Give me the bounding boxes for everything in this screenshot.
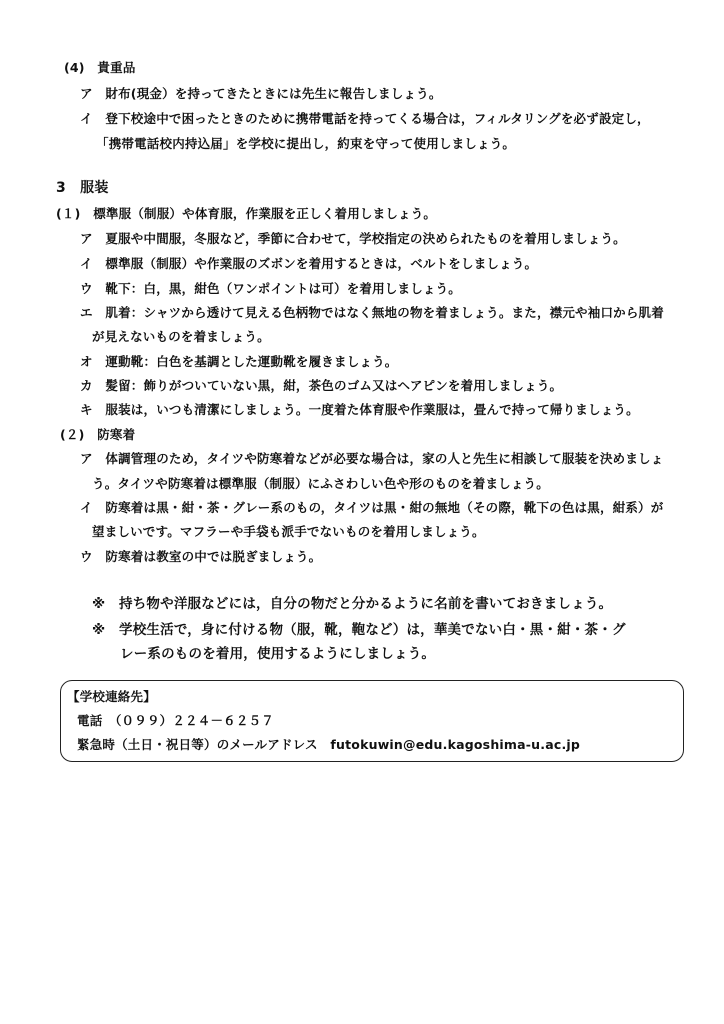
valuables-item-a: ア 財布(現金）を持ってきたときには先生に報告しましょう。 <box>80 86 442 101</box>
cold-item-a-line2: う。タイツや防寒着は標準服（制服）にふさわしい色や形のものを着ましょう。 <box>92 476 549 491</box>
clothing-item-e-line2: が見えないものを着ましょう。 <box>92 329 270 344</box>
note-2-line1: ※ 学校生活で，身に付ける物（服，靴，鞄など）は，華美でない白・黒・紺・茶・グ <box>92 622 626 638</box>
note-1: ※ 持ち物や洋服などには，自分の物だと分かるように名前を書いておきましょう。 <box>92 596 613 612</box>
cold-item-u: ウ 防寒着は教室の中では脱ぎましょう。 <box>80 549 322 564</box>
contact-phone: 電話 （０９９）２２４－６２５７ <box>77 713 274 728</box>
cold-item-a-line1: ア 体調管理のため，タイツや防寒着などが必要な場合は，家の人と先生に相談して服装を決めましょ <box>80 451 664 466</box>
clothing-item-ka: カ 髪留：飾りがついていない黒，紺，茶色のゴム又はヘアピンを着用しましょう。 <box>80 378 563 393</box>
clothing-item-o: オ 運動靴：白色を基調とした運動靴を履きましょう。 <box>80 354 398 369</box>
clothing-subheading-1: (１) 標準服（制服）や体育服，作業服を正しく着用しましょう。 <box>56 206 437 221</box>
cold-item-i-line1: イ 防寒着は黒・紺・茶・グレー系のもの，タイツは黒・紺の無地（その際，靴下の色は黒，紺系）が <box>80 500 664 515</box>
clothing-item-ki: キ 服装は，いつも清潔にしましょう。一度着た体育服や作業服は，畳んで持って帰りましょう。 <box>80 402 639 417</box>
clothing-subheading-2: (２) 防寒着 <box>60 427 136 442</box>
valuables-item-i-line2: 「携帯電話校内持込届」を学校に提出し，約束を守って使用しましょう。 <box>96 136 516 151</box>
clothing-item-a: ア 夏服や中間服，冬服など，季節に合わせて，学校指定の決められたものを着用しましょう。 <box>80 231 626 246</box>
contact-title: 【学校連絡先】 <box>67 689 156 704</box>
section-clothing-heading: 3 服装 <box>56 180 109 196</box>
contact-emergency-email: 緊急時（土日・祝日等）のメールアドレス futokuwin@edu.kagoshima-u.ac.jp <box>77 737 581 752</box>
clothing-item-i: イ 標準服（制服）や作業服のズボンを着用するときは，ベルトをしましょう。 <box>80 256 538 271</box>
section-valuables-heading: (4) 貴重品 <box>64 60 136 75</box>
cold-item-i-line2: 望ましいです。マフラーや手袋も派手でないものを着用しましょう。 <box>92 524 485 539</box>
valuables-item-i-line1: イ 登下校途中で困ったときのために携帯電話を持ってくる場合は，フィルタリングを必ず設定し， <box>80 111 650 126</box>
contact-box <box>60 680 684 762</box>
clothing-item-u: ウ 靴下：白，黒，紺色（ワンポイントは可）を着用しましょう。 <box>80 281 462 296</box>
clothing-item-e-line1: エ 肌着：シャツから透けて見える色柄物ではなく無地の物を着ましょう。また，襟元や袖口から肌着 <box>80 305 664 320</box>
note-2-line2: レー系のものを着用，使用するようにしましょう。 <box>120 646 436 662</box>
